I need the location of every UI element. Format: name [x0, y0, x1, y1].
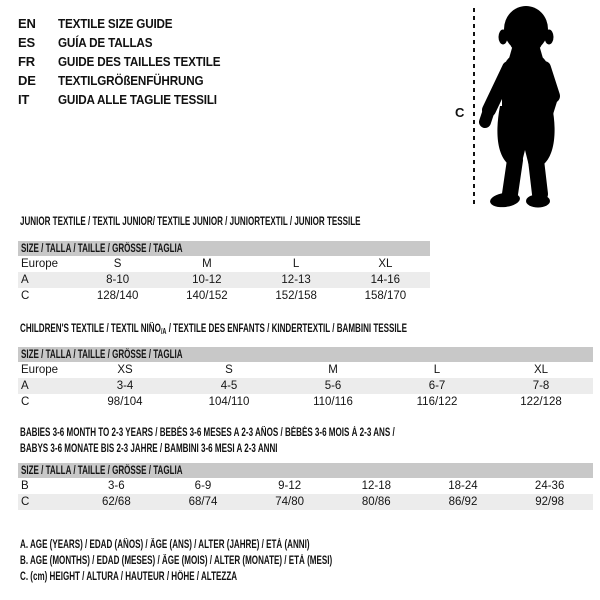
babies-section-title-line1: BABIES 3-6 MONTH TO 2-3 YEARS / BEBÉS 3-6 MESES A 2-3 AÑOS / BÉBÉS 3-6 MOIS À 2-3 ANS / [20, 427, 395, 439]
size-cell: 116/122 [416, 396, 458, 408]
size-cell: 92/98 [535, 496, 565, 508]
size-cell: 128/140 [96, 290, 139, 302]
size-cell: 104/110 [208, 396, 250, 408]
row-label: C [21, 290, 30, 302]
children-section-title [20, 321, 573, 340]
table-row-months [18, 478, 593, 494]
size-cell: L [433, 364, 441, 376]
language-title: GUIDA ALLE TAGLIE TESSILI [58, 92, 217, 107]
size-cell: S [113, 258, 122, 270]
size-cell: 10-12 [192, 274, 222, 286]
footnote-text: C. (cm) HEIGHT / ALTURA / HAUTEUR / HÖHE / ALTEZZA [20, 571, 238, 583]
size-cell: 86/92 [448, 496, 478, 508]
row-label: C [21, 496, 30, 508]
size-cell: S [225, 364, 233, 376]
size-cell: 6-7 [428, 380, 446, 392]
size-cell: 9-12 [278, 480, 302, 492]
row-label: A [21, 274, 29, 286]
footnote-text: B. AGE (MONTHS) / EDAD (MESES) / ÂGE (MOIS) / ALTER (MONATE) / ETÀ (MESI) [20, 555, 333, 567]
footnote-height-cm [20, 569, 466, 585]
size-cell: 158/170 [364, 290, 407, 302]
size-cell: 12-13 [281, 274, 311, 286]
size-band-label: SIZE / TALLA / TAILLE / GRÖSSE / TAGLIA [21, 464, 183, 477]
language-row-es [18, 33, 238, 52]
size-cell: 74/80 [275, 496, 305, 508]
size-band-cell [18, 347, 593, 362]
language-row-de [18, 71, 238, 90]
size-cell: 6-9 [194, 480, 212, 492]
language-code: IT [18, 92, 30, 107]
junior-section-title [20, 214, 506, 230]
size-band-cell [18, 463, 593, 478]
children-size-table [18, 347, 593, 410]
language-row-it [18, 90, 238, 109]
size-cell: L [292, 258, 300, 270]
babies-size-table [18, 463, 593, 510]
size-cell: 4-5 [220, 380, 238, 392]
footnote-text: A. AGE (YEARS) / EDAD (AÑOS) / ÂGE (ANS) / ALTER (JAHRE) / ETÀ (ANNI) [20, 539, 310, 551]
language-code: FR [18, 54, 35, 69]
language-title: GUIDE DES TAILLES TEXTILE [58, 54, 221, 69]
language-row-en [18, 14, 238, 33]
table-row-age [18, 378, 593, 394]
size-cell: 24-36 [534, 480, 565, 492]
size-band-row [18, 347, 593, 362]
size-cell: 3-4 [116, 380, 134, 392]
size-cell: 3-6 [108, 480, 125, 492]
baby-silhouette-icon [478, 4, 578, 210]
babies-section-title [20, 425, 555, 457]
children-title-subscript: /A [160, 327, 167, 336]
size-cell: 68/74 [188, 496, 218, 508]
height-measure-label: C [455, 105, 465, 120]
size-cell: 110/116 [313, 396, 353, 408]
size-cell: 8-10 [106, 274, 130, 286]
table-row-height [18, 394, 593, 410]
language-legend [18, 14, 238, 109]
language-title: TEXTILE SIZE GUIDE [58, 16, 173, 31]
table-row-europe [18, 362, 593, 378]
language-code: ES [18, 35, 35, 50]
size-cell: 80/86 [361, 496, 391, 508]
footnote-age-years [20, 537, 466, 553]
size-cell: 98/104 [107, 396, 143, 408]
size-band-label: SIZE / TALLA / TAILLE / GRÖSSE / TAGLIA [21, 348, 183, 361]
table-row-height [18, 288, 430, 304]
size-cell: 152/158 [275, 290, 317, 302]
row-label: B [21, 480, 29, 492]
table-row-europe [18, 256, 430, 272]
row-label: C [21, 396, 30, 408]
size-cell: 62/68 [101, 496, 131, 508]
row-label: Europe [21, 364, 59, 376]
size-band-cell [18, 241, 430, 256]
table-row-age [18, 272, 430, 288]
size-cell: 5-6 [324, 380, 342, 392]
size-cell: 140/152 [186, 290, 228, 302]
junior-size-table [18, 241, 430, 304]
size-cell: XL [533, 364, 549, 376]
size-band-row [18, 241, 430, 256]
children-title-prefix: CHILDREN'S TEXTILE / TEXTIL NIÑO [20, 323, 161, 335]
table-row-height [18, 494, 593, 510]
row-label: Europe [21, 258, 59, 270]
junior-section-title-text: JUNIOR TEXTILE / TEXTIL JUNIOR/ TEXTILE JUNIOR / JUNIORTEXTIL / JUNIOR TESSILE [20, 216, 361, 228]
size-band-label: SIZE / TALLA / TAILLE / GRÖSSE / TAGLIA [21, 242, 183, 255]
babies-section-title-line2: BABYS 3-6 MONATE BIS 2-3 JAHRE / BAMBINI 3-6 MESI A 2-3 ANNI [20, 443, 278, 455]
height-dashed-line [473, 8, 475, 208]
size-cell: 12-18 [361, 480, 391, 492]
size-cell: M [202, 258, 212, 270]
children-section-title-text [20, 321, 407, 340]
size-cell: XS [117, 364, 133, 376]
row-label: A [21, 380, 29, 392]
size-band-row [18, 463, 593, 478]
language-code: DE [18, 73, 36, 88]
language-title: GUÍA DE TALLAS [58, 35, 153, 50]
footnote-age-months [20, 553, 466, 569]
language-title: TEXTILGRÖßENFÜHRUNG [58, 73, 204, 88]
size-cell: M [328, 364, 338, 376]
language-code: EN [18, 16, 36, 31]
children-title-suffix: / TEXTILE DES ENFANTS / KINDERTEXTIL / BAMBINI TESSILE [166, 323, 407, 335]
size-cell: 7-8 [532, 380, 550, 392]
language-row-fr [18, 52, 238, 71]
size-cell: 18-24 [448, 480, 478, 492]
size-cell: XL [378, 258, 393, 270]
size-cell: 122/128 [520, 396, 562, 408]
size-cell: 14-16 [370, 274, 401, 286]
legend-footnotes [20, 537, 466, 585]
